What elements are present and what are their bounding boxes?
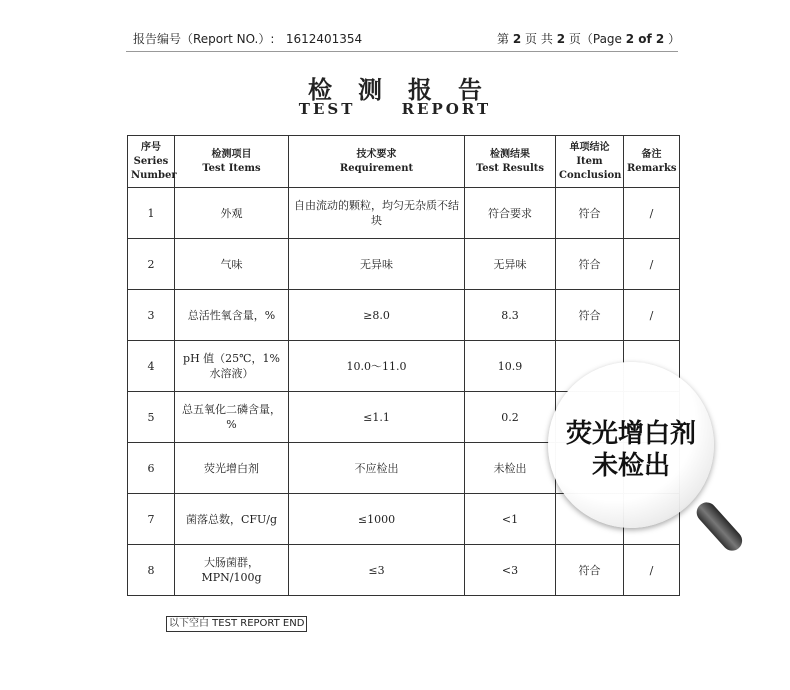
- table-header-row: [128, 136, 680, 188]
- remark-cell: /: [624, 545, 680, 596]
- conclusion-cell: 符合: [556, 545, 624, 596]
- header-test-results: 检测结果 Test Results: [465, 136, 556, 188]
- end-note: 以下空白 TEST REPORT END: [166, 616, 307, 632]
- magnifier-line2: 未检出: [591, 451, 670, 481]
- page-info-mid: 页 共: [525, 32, 553, 46]
- test-item-cell: 大肠菌群，MPN/100g: [175, 545, 289, 596]
- test-result-cell: <1: [465, 494, 556, 545]
- report-number-label: 报告编号（Report NO.）:: [133, 32, 275, 46]
- requirement-cell: ≤1000: [289, 494, 465, 545]
- header-conclusion: 单项结论 Item Conclusion: [556, 136, 624, 188]
- requirement-cell: ≥8.0: [289, 290, 465, 341]
- requirement-cell: 10.0～11.0: [289, 341, 465, 392]
- series-number-cell: 2: [128, 239, 175, 290]
- header-series: 序号 Series Number: [128, 136, 175, 188]
- table-row: [128, 545, 680, 596]
- test-result-cell: 未检出: [465, 443, 556, 494]
- table-row: [128, 188, 680, 239]
- report-number: [133, 30, 362, 47]
- header-remarks: 备注 Remarks: [624, 136, 680, 188]
- title-cn: 检测报告: [308, 75, 508, 104]
- test-item-cell: 荧光增白剂: [175, 443, 289, 494]
- series-number-cell: 3: [128, 290, 175, 341]
- conclusion-cell: 符合: [556, 290, 624, 341]
- magnifier-handle: [693, 498, 747, 554]
- remark-cell: /: [624, 239, 680, 290]
- page-info-en: 2 of 2: [625, 32, 665, 46]
- conclusion-cell: 符合: [556, 239, 624, 290]
- test-report-table: [127, 135, 680, 596]
- series-number-cell: 7: [128, 494, 175, 545]
- test-result-cell: <3: [465, 545, 556, 596]
- page-info-close: ）: [668, 32, 681, 46]
- test-result-cell: 0.2: [465, 392, 556, 443]
- test-item-cell: pH 值（25℃，1%水溶液）: [175, 341, 289, 392]
- table-row: [128, 290, 680, 341]
- test-result-cell: 无异味: [465, 239, 556, 290]
- series-number-cell: 6: [128, 443, 175, 494]
- magnifier-text: [548, 418, 714, 482]
- conclusion-cell: 符合: [556, 188, 624, 239]
- remark-cell: /: [624, 188, 680, 239]
- requirement-cell: ≤3: [289, 545, 465, 596]
- requirement-cell: 不应检出: [289, 443, 465, 494]
- page-info: [497, 30, 680, 47]
- requirement-cell: ≤1.1: [289, 392, 465, 443]
- series-number-cell: 8: [128, 545, 175, 596]
- magnifier-line1: 荧光增白剂: [565, 419, 696, 449]
- test-result-cell: 符合要求: [465, 188, 556, 239]
- header-test-items: 检测项目 Test Items: [175, 136, 289, 188]
- requirement-cell: 无异味: [289, 239, 465, 290]
- test-result-cell: 8.3: [465, 290, 556, 341]
- test-item-cell: 总活性氧含量，%: [175, 290, 289, 341]
- page-total: 2: [556, 32, 566, 46]
- series-number-cell: 1: [128, 188, 175, 239]
- requirement-cell: 自由流动的颗粒，均匀无杂质不结块: [289, 188, 465, 239]
- test-item-cell: 气味: [175, 239, 289, 290]
- header-requirement: 技术要求 Requirement: [289, 136, 465, 188]
- page-number: 2: [512, 32, 522, 46]
- page-info-suffix: 页（Page: [568, 32, 622, 46]
- remark-cell: /: [624, 290, 680, 341]
- report-number-value: 1612401354: [285, 32, 363, 46]
- table-row: [128, 239, 680, 290]
- test-item-cell: 总五氧化二磷含量，%: [175, 392, 289, 443]
- test-item-cell: 菌落总数，CFU/g: [175, 494, 289, 545]
- series-number-cell: 5: [128, 392, 175, 443]
- test-item-cell: 外观: [175, 188, 289, 239]
- header-divider: [126, 51, 678, 52]
- series-number-cell: 4: [128, 341, 175, 392]
- title-en: TEST REPORT: [298, 100, 492, 118]
- test-result-cell: 10.9: [465, 341, 556, 392]
- page-info-prefix: 第: [497, 32, 510, 46]
